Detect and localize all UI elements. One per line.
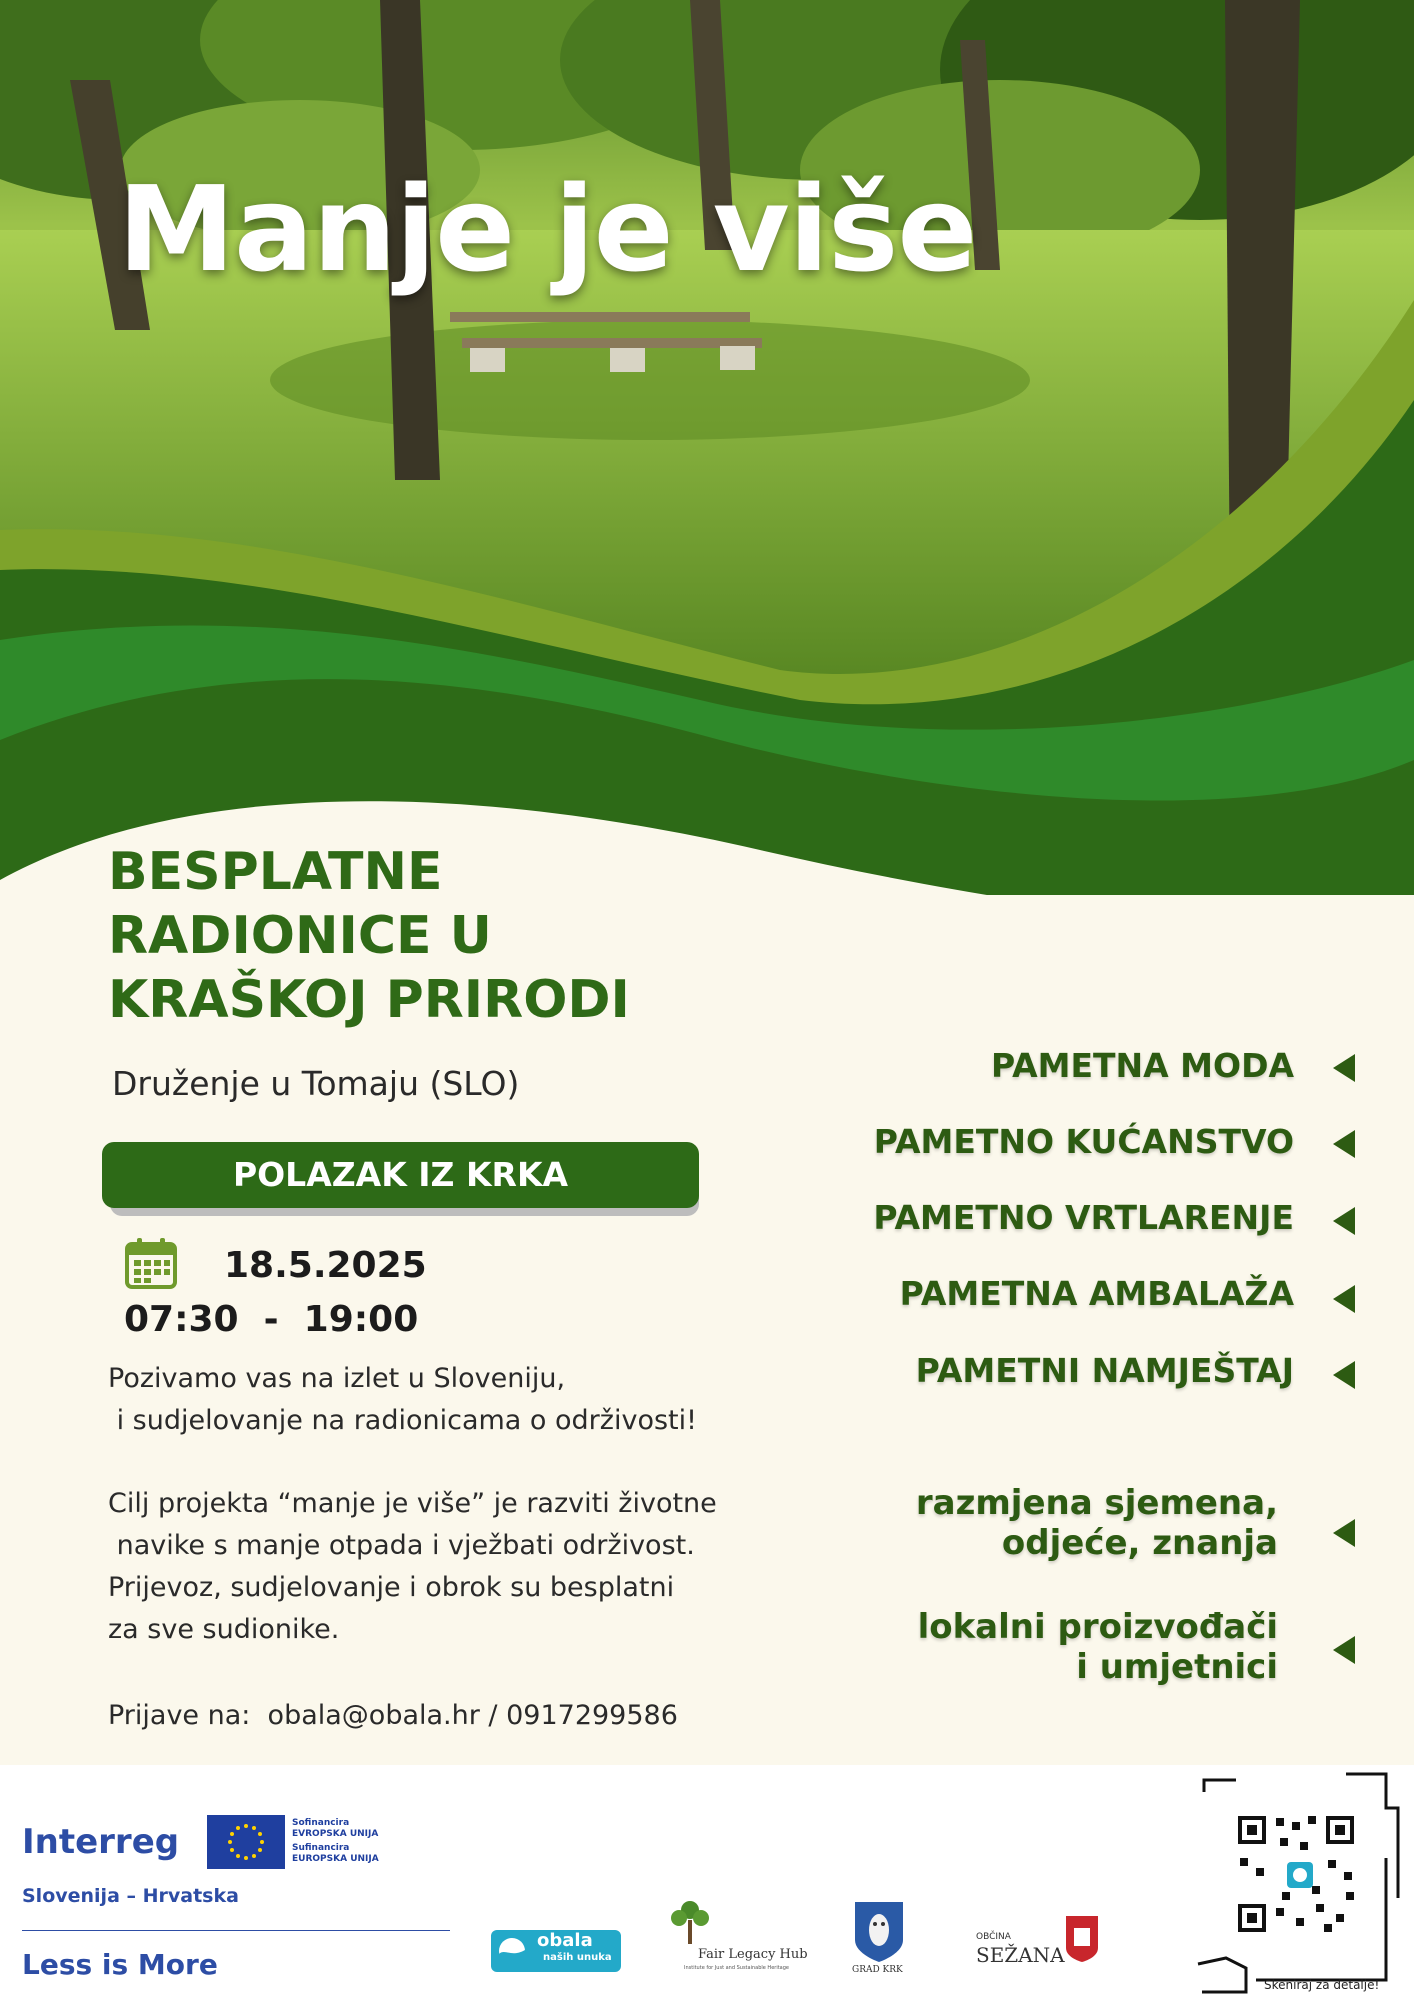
page-title: Manje je više xyxy=(117,160,977,298)
eu-flag-icon xyxy=(207,1815,285,1869)
activity-local-producers: lokalni proizvođači i umjetnici xyxy=(917,1607,1278,1687)
sezana-label: SEŽANA xyxy=(976,1943,1065,1967)
intro-text: Pozivamo vas na izlet u Sloveniju, i sudjelovanje na radionicama o održivosti! xyxy=(108,1363,697,1436)
sezana-crest-icon xyxy=(1064,1914,1100,1964)
event-time: 07:30 - 19:00 xyxy=(124,1299,419,1340)
interreg-logo: Interreg xyxy=(22,1822,180,1862)
hero-photo xyxy=(0,0,1414,900)
grad-krk-crest-icon xyxy=(853,1900,905,1964)
arrow-left-icon xyxy=(1333,1361,1355,1389)
departure-banner xyxy=(102,1142,699,1216)
opcina-label: OBČINA xyxy=(976,1932,1011,1942)
footer-divider xyxy=(22,1930,450,1931)
obala-logo-text: obala xyxy=(537,1930,593,1951)
wave-icon xyxy=(497,1936,527,1966)
registration-text: Prijave na: obala@obala.hr / 0917299586 xyxy=(108,1700,678,1731)
project-name: Less is More xyxy=(22,1948,218,1981)
eu-cofinanced-si: Sofinancira EVROPSKA UNIJA xyxy=(292,1818,379,1839)
arrow-left-icon xyxy=(1333,1636,1355,1664)
topic-pametni-namjestaj: PAMETNI NAMJEŠTAJ xyxy=(915,1351,1294,1390)
eu-cofinanced-hr: Sufinancira EUROPSKA UNIJA xyxy=(292,1843,379,1864)
arrow-left-icon xyxy=(1333,1285,1355,1313)
topic-pametno-vrtlarenje: PAMETNO VRTLARENJE xyxy=(873,1198,1294,1237)
calendar-icon xyxy=(124,1236,178,1290)
activity-exchange: razmjena sjemena, odjeće, znanja xyxy=(915,1483,1278,1563)
departure-label: POLAZAK IZ KRKA xyxy=(102,1142,699,1208)
topic-pametna-ambalaza: PAMETNA AMBALAŽA xyxy=(899,1274,1294,1313)
fair-legacy-hub-tagline: Institute for Just and Sustainable Heritage xyxy=(684,1965,789,1971)
headline xyxy=(108,840,728,1032)
arrow-left-icon xyxy=(1333,1207,1355,1235)
headline-line-1: BESPLATNE xyxy=(108,842,443,902)
headline-line-2: RADIONICE U xyxy=(108,906,492,966)
headline-line-3: KRAŠKOJ PRIRODI xyxy=(108,970,630,1030)
description-text: Cilj projekta “manje je više” je razviti životne navike s manje otpada i vježbati održivost. Prijevoz, sudjelovanje i obrok su besplatni za sve sudionike. xyxy=(108,1488,717,1645)
subtitle: Druženje u Tomaju (SLO) xyxy=(112,1064,520,1103)
topic-pametno-kucanstvo: PAMETNO KUĆANSTVO xyxy=(873,1122,1294,1161)
grad-krk-label: GRAD KRK xyxy=(852,1965,903,1975)
fair-legacy-hub-logo: Fair Legacy Hub xyxy=(698,1947,808,1962)
topic-pametna-moda: PAMETNA MODA xyxy=(990,1046,1294,1085)
tree-icon xyxy=(668,1898,712,1948)
arrow-left-icon xyxy=(1333,1519,1355,1547)
arrow-left-icon xyxy=(1333,1054,1355,1082)
qr-code[interactable] xyxy=(1196,1768,1406,2000)
region-label: Slovenija – Hrvatska xyxy=(22,1885,239,1907)
event-date: 18.5.2025 xyxy=(224,1245,427,1286)
qr-caption: Skeniraj za detalje! xyxy=(1264,1978,1380,1992)
obala-logo-subtext: naših unuka xyxy=(543,1952,612,1963)
arrow-left-icon xyxy=(1333,1130,1355,1158)
